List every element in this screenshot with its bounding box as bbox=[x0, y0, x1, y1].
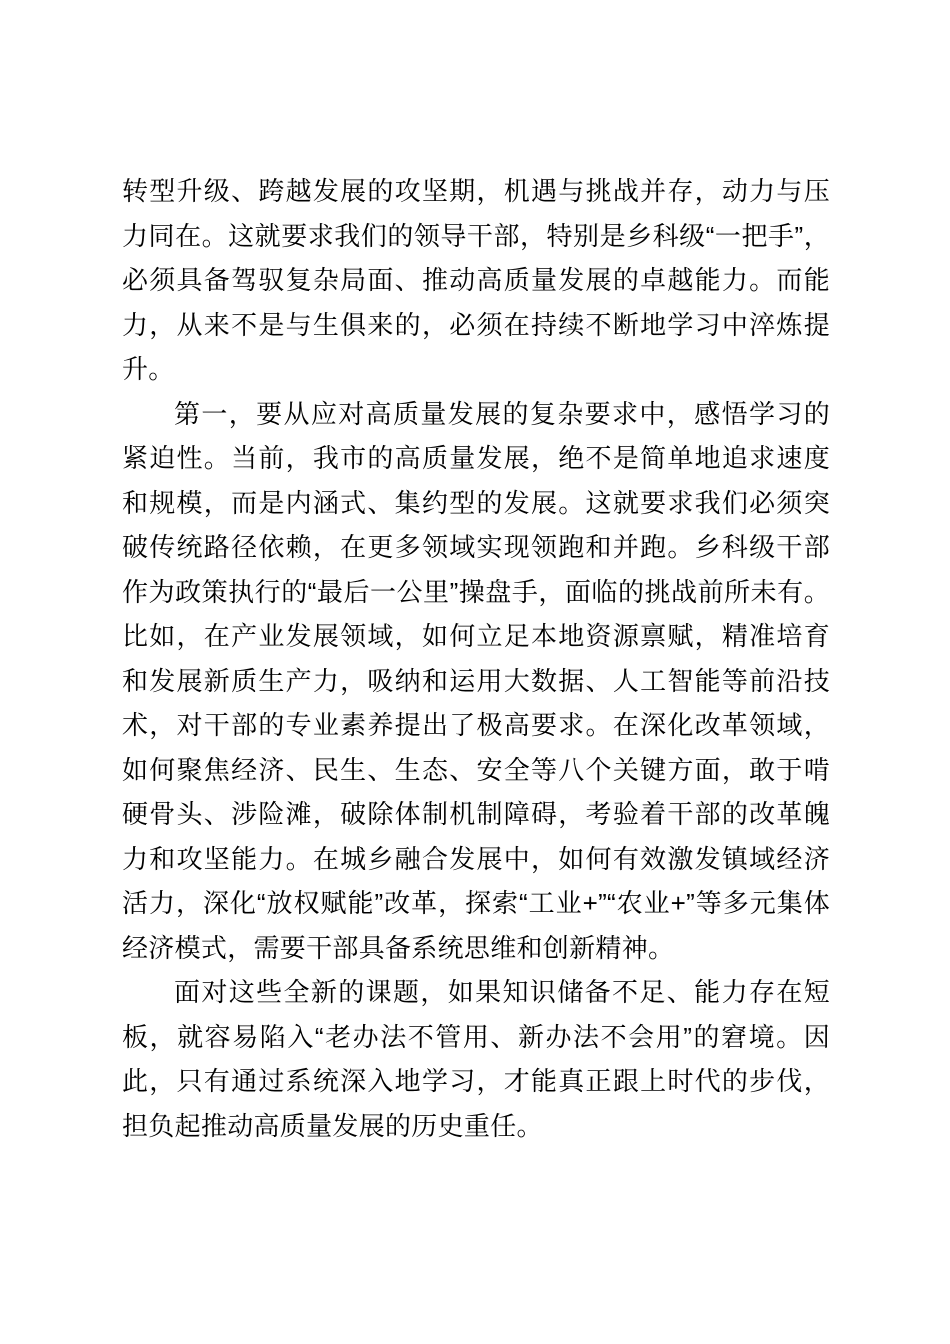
paragraph: 转型升级、跨越发展的攻坚期，机遇与挑战并存，动力与压力同在。这就要求我们的领导干部，特别是乡科级“一把手”，必须具备驾驭复杂局面、推动高质量发展的卓越能力。而能力，从来不是与生俱来的，必须在持续不断地学习中淬炼提升。 bbox=[122, 176, 830, 384]
document-body bbox=[122, 169, 830, 1148]
paragraph: 面对这些全新的课题，如果知识储备不足、能力存在短板，就容易陷入“老办法不管用、新办法不会用”的窘境。因此，只有通过系统深入地学习，才能真正跟上时代的步伐，担负起推动高质量发展的历史重任。 bbox=[122, 977, 830, 1141]
paragraph: 第一，要从应对高质量发展的复杂要求中，感悟学习的紧迫性。当前，我市的高质量发展，绝不是简单地追求速度和规模，而是内涵式、集约型的发展。这就要求我们必须突破传统路径依赖，在更多领域实现领跑和并跑。乡科级干部作为政策执行的“最后一公里”操盘手，面临的挑战前所未有。比如，在产业发展领域，如何立足本地资源禀赋，精准培育和发展新质生产力，吸纳和运用大数据、人工智能等前沿技术，对干部的专业素养提出了极高要求。在深化改革领域，如何聚焦经济、民生、生态、安全等八个关键方面，敢于啃硬骨头、涉险滩，破除体制机制障碍，考验着干部的改革魄力和攻坚能力。在城乡融合发展中，如何有效激发镇域经济活力，深化“放权赋能”改革，探索“工业+”“农业+”等多元集体经济模式，需要干部具备系统思维和创新精神。 bbox=[122, 398, 830, 963]
